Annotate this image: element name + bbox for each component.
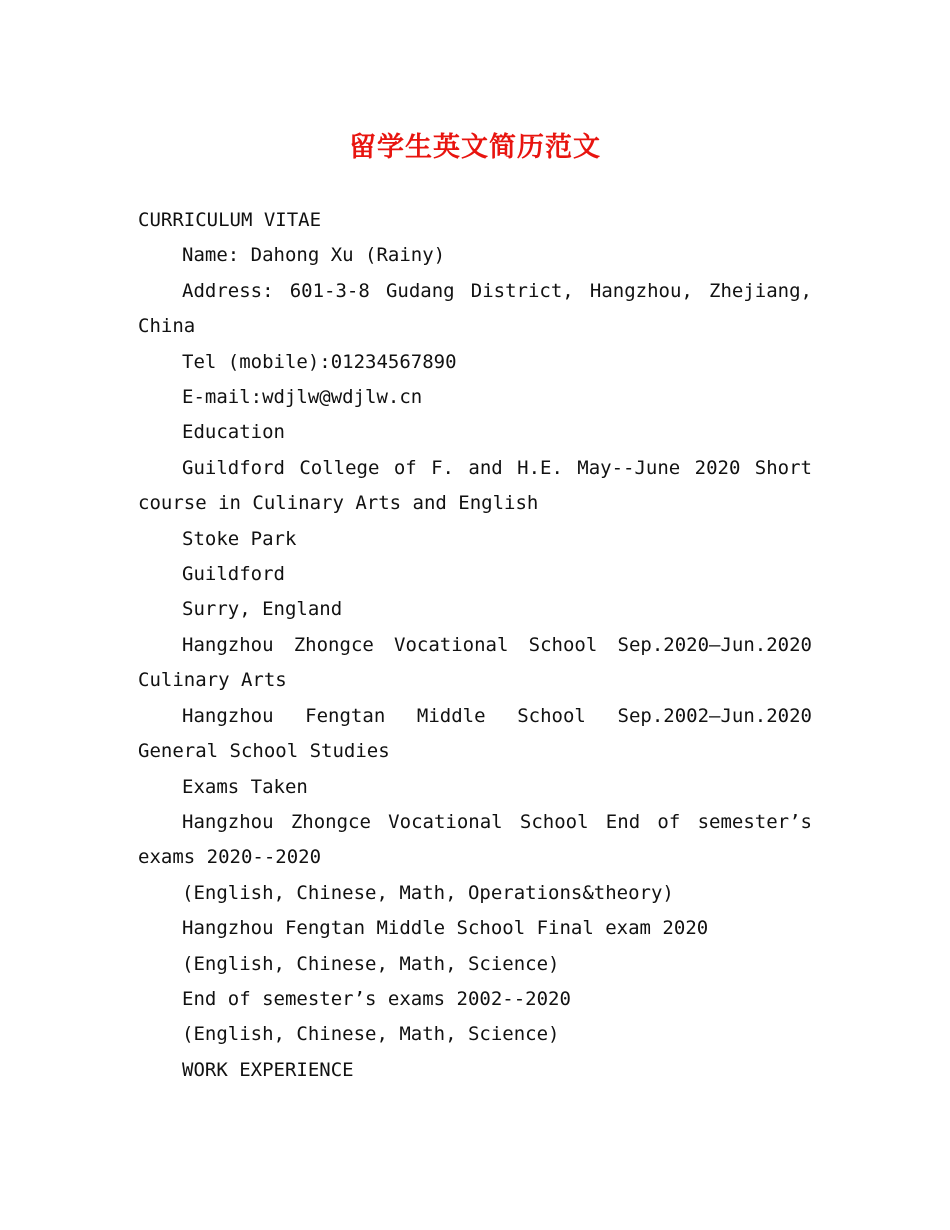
education-entry: Hangzhou Zhongce Vocational School Sep.2020—Jun.2020 Culinary Arts [138, 633, 812, 692]
exam-subjects: (English, Chinese, Math, Science) [182, 1023, 560, 1046]
tel-line: Tel (mobile):01234567890 [182, 350, 457, 373]
exam-entry: Hangzhou Zhongce Vocational School End of semester’s exams 2020--2020 [138, 810, 812, 869]
address-line: Address: 601-3-8 Gudang District, Hangzhou, Zhejiang, China [138, 279, 812, 338]
address-line: Surry, England [182, 598, 343, 621]
document-title: 留学生英文简历范文 [349, 132, 601, 163]
exam-subjects: (English, Chinese, Math, Science) [182, 952, 560, 975]
heading-curriculum-vitae: CURRICULUM VITAE [138, 209, 322, 231]
education-entry: Hangzhou Fengtan Middle School Sep.2002—Jun.2020 General School Studies [138, 704, 812, 763]
address-line: Stoke Park [182, 527, 297, 550]
section-heading-education: Education [182, 421, 285, 444]
name-line: Name: Dahong Xu (Rainy) [182, 244, 446, 267]
exam-subjects: (English, Chinese, Math, Operations&theory) [182, 881, 674, 904]
exam-entry: End of semester’s exams 2002--2020 [182, 987, 571, 1010]
section-heading-exams: Exams Taken [182, 775, 308, 798]
exam-entry: Hangzhou Fengtan Middle School Final exam 2020 [182, 917, 709, 940]
email-line: E-mail:wdjlw@wdjlw.cn [182, 386, 423, 409]
education-entry: Guildford College of F. and H.E. May--June 2020 Short course in Culinary Arts and English [138, 456, 812, 515]
document-body [138, 203, 812, 1088]
section-heading-work-experience: WORK EXPERIENCE [182, 1058, 354, 1081]
address-line: Guildford [182, 563, 285, 586]
